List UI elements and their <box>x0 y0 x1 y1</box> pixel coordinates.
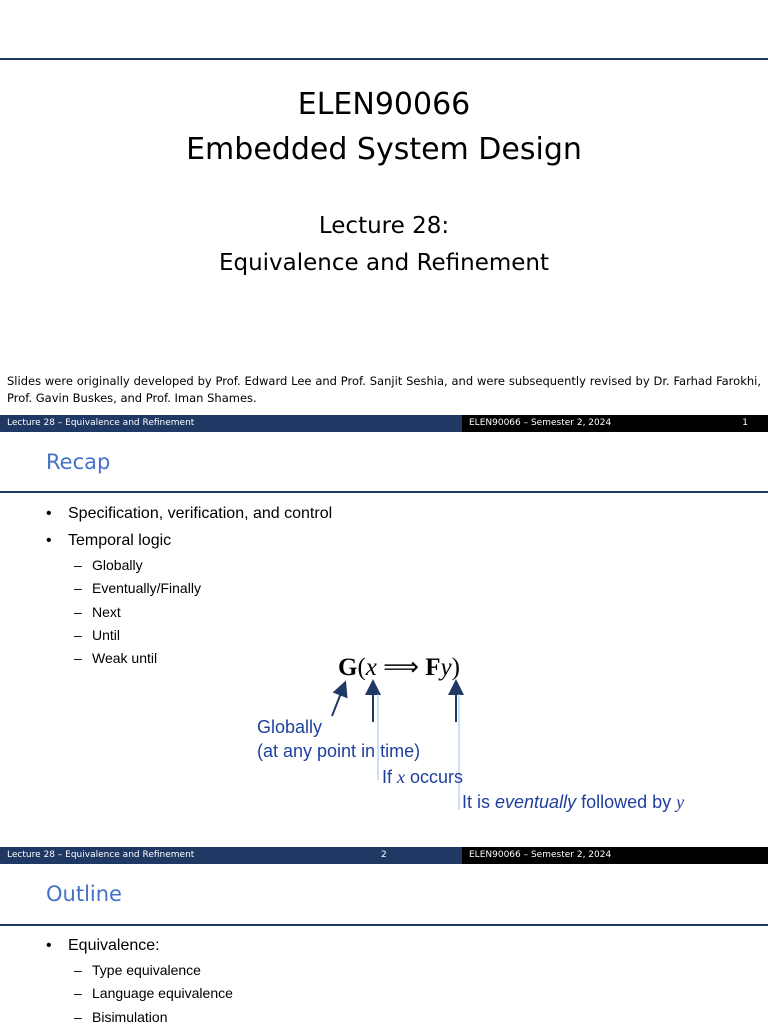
annotation-text: followed by <box>576 792 677 812</box>
slide-heading: Outline <box>46 882 122 906</box>
footer-lecture-text: Lecture 28 – Equivalence and Refinement <box>7 850 195 860</box>
sub-bullet-item: – Weak until <box>46 647 332 670</box>
bullet-item: • Equivalence: <box>46 932 233 959</box>
annotation-text: occurs <box>405 767 464 787</box>
finally-operator: F <box>425 654 441 681</box>
footer-lecture-label: Lecture 28 – Equivalence and Refinement <box>0 415 462 432</box>
footer-course-text: ELEN90066 – Semester 2, 2024 <box>469 418 612 428</box>
sub-bullet-item: – Type equivalence <box>46 959 233 982</box>
formula-paren: ) <box>451 654 460 681</box>
footer-lecture-label <box>0 847 462 864</box>
footer-course-label: ELEN90066 – Semester 2, 2024 <box>462 847 768 864</box>
annotation-globally: Globally <box>257 717 323 737</box>
formula-var-x: x <box>365 654 377 681</box>
slide-3 <box>0 864 768 1024</box>
bullet-item: • Temporal logic <box>46 527 332 554</box>
slide-2 <box>0 432 768 860</box>
annotation-var: x <box>397 767 406 787</box>
course-code: ELEN90066 <box>297 87 471 122</box>
annotation-eventually <box>462 790 684 814</box>
heading-rule <box>0 491 768 493</box>
sub-bullet-item: – Bisimulation <box>46 1006 233 1029</box>
course-name: Embedded System Design <box>186 132 582 167</box>
lecture-number: Lecture 28: <box>318 213 450 239</box>
slide-heading: Recap <box>46 450 111 474</box>
globally-operator: G <box>338 654 358 681</box>
page-number: 2 <box>381 850 387 860</box>
annotation-if-x <box>382 765 463 789</box>
bullet-list <box>46 932 233 1029</box>
sub-bullet-item: – Globally <box>46 554 332 577</box>
credits-text: Slides were originally developed by Prof. Edward Lee and Prof. Sanjit Seshia, and were subsequently revised by Dr. Farhad Farokhi, Prof. Gavin Buskes, and Prof. Iman Shames. <box>7 374 761 405</box>
top-rule <box>0 58 768 60</box>
slide-footer <box>0 847 768 864</box>
annotation-text: It is <box>462 792 496 812</box>
page-number: 1 <box>742 418 748 428</box>
annotation-var: y <box>676 792 685 812</box>
sub-bullet-item: – Language equivalence <box>46 982 233 1005</box>
formula-var-y: y <box>440 654 452 681</box>
sub-bullet-item: – Eventually/Finally <box>46 577 332 600</box>
implies-symbol: ⟹ <box>383 654 419 681</box>
sub-bullet-item: – Next <box>46 601 332 624</box>
slide-1 <box>0 0 768 428</box>
formula-paren: ( <box>357 654 366 681</box>
lecture-title: Equivalence and Refinement <box>218 250 550 276</box>
bullet-item: • Specification, verification, and control <box>46 500 332 527</box>
annotation-any-time: (at any point in time) <box>257 741 421 761</box>
footer-course-label <box>462 415 768 432</box>
sub-bullet-item: – Until <box>46 624 332 647</box>
annotation-text: If <box>382 767 398 787</box>
arrow-globally <box>332 688 343 716</box>
bullet-list <box>46 500 332 670</box>
ltl-formula <box>338 652 460 682</box>
slide-footer <box>0 415 768 432</box>
annotation-emphasis: eventually <box>495 792 577 812</box>
heading-rule <box>0 924 768 926</box>
